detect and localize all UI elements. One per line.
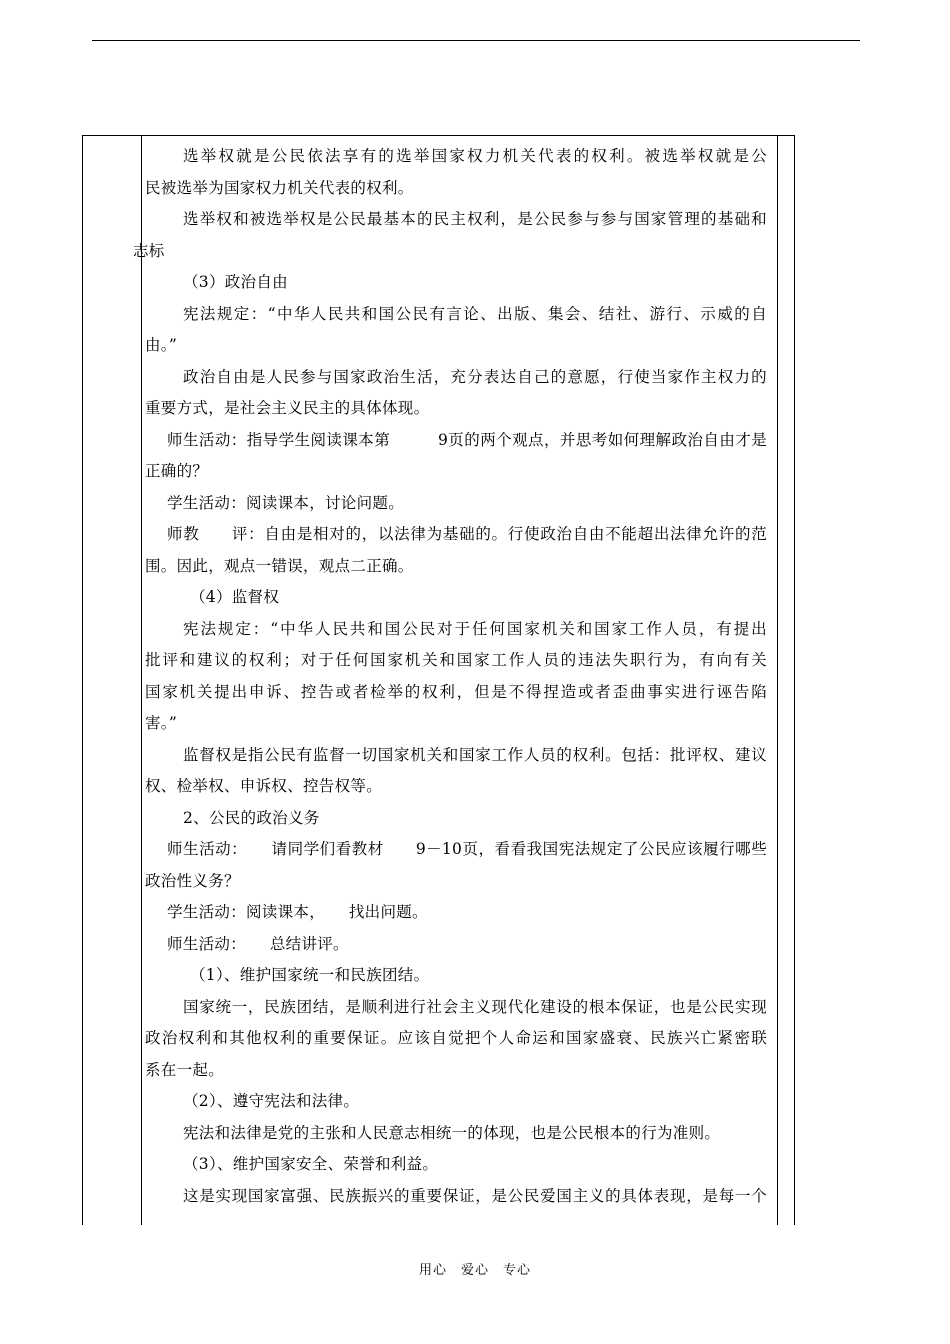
text-line: 国家机关提出申诉、控告或者检举的权利，但是不得捏造或者歪曲事实进行诬告陷 — [145, 682, 767, 701]
text-line: 系在一起。 — [145, 1060, 225, 1079]
text-line: （3）、维护国家安全、荣誉和利益。 — [183, 1155, 439, 1173]
text-line: 围。因此，观点一错误，观点二正确。 — [145, 556, 414, 575]
text-line: 正确的？ — [145, 462, 209, 480]
text-line: 由。” — [145, 336, 178, 354]
table-column-divider-left — [141, 135, 142, 1225]
text-line: 监督权是指公民有监督一切国家机关和国家工作人员的权利。包括：批评权、建议 — [183, 745, 767, 764]
text-line: 学生活动：阅读课本，讨论问题。 — [167, 493, 405, 512]
table-column-divider-right — [777, 135, 778, 1225]
text-line: （4）监督权 — [190, 588, 280, 606]
text-line: 师生活动：指导学生阅读课本第 9页的两个观点，并思考如何理解政治自由才是 — [167, 430, 767, 449]
text-line: 宪法和法律是党的主张和人民意志相统一的体现，也是公民根本的行为准则。 — [183, 1123, 721, 1142]
text-line: 选举权就是公民依法享有的选举国家权力机关代表的权利。被选举权就是公 — [183, 147, 767, 165]
text-line: 师生活动： 请同学们看教材 9－10页，看看我国宪法规定了公民应该履行哪些 — [167, 840, 767, 858]
text-line: 害。” — [145, 714, 178, 732]
text-line: 权、检举权、申诉权、控告权等。 — [145, 777, 383, 795]
text-line: （3）政治自由 — [183, 273, 288, 291]
text-line: 国家统一，民族团结，是顺利进行社会主义现代化建设的根本保证，也是公民实现 — [183, 997, 767, 1016]
text-line: 师教 评：自由是相对的，以法律为基础的。行使政治自由不能超出法律允许的范 — [167, 525, 767, 543]
text-line: 民被选举为国家权力机关代表的权利。 — [145, 178, 414, 197]
text-line: 志标 — [133, 241, 165, 260]
page-footer: 用心 爱心 专心 — [418, 1263, 531, 1278]
text-line: 政治自由是人民参与国家政治生活，充分表达自己的意愿，行使当家作主权力的 — [183, 367, 767, 386]
text-line: 宪法规定：“中华人民共和国公民对于任何国家机关和国家工作人员，有提出 — [183, 619, 767, 638]
text-line: 政治权利和其他权利的重要保证。应该自觉把个人命运和国家盛衰、民族兴亡紧密联 — [145, 1029, 767, 1047]
text-line: 学生活动：阅读课本， 找出问题。 — [167, 903, 428, 921]
text-line: 选举权和被选举权是公民最基本的民主权利，是公民参与参与国家管理的基础和 — [183, 210, 767, 228]
text-line: 重要方式，是社会主义民主的具体体现。 — [145, 399, 430, 417]
text-line: （2）、遵守宪法和法律。 — [183, 1092, 360, 1110]
text-line: 这是实现国家富强、民族振兴的重要保证，是公民爱国主义的具体表现，是每一个 — [183, 1186, 767, 1205]
header-rule — [92, 40, 860, 41]
text-line: （1）、维护国家统一和民族团结。 — [190, 966, 430, 984]
text-line: 批评和建议的权利；对于任何国家机关和国家工作人员的违法失职行为，有向有关 — [145, 651, 767, 669]
text-line: 宪法规定：“中华人民共和国公民有言论、出版、集会、结社、游行、示威的自 — [183, 304, 767, 323]
text-line: 师生活动： 总结讲评。 — [167, 934, 349, 953]
text-line: 2、公民的政治义务 — [183, 808, 320, 827]
text-line: 政治性义务？ — [145, 871, 240, 890]
